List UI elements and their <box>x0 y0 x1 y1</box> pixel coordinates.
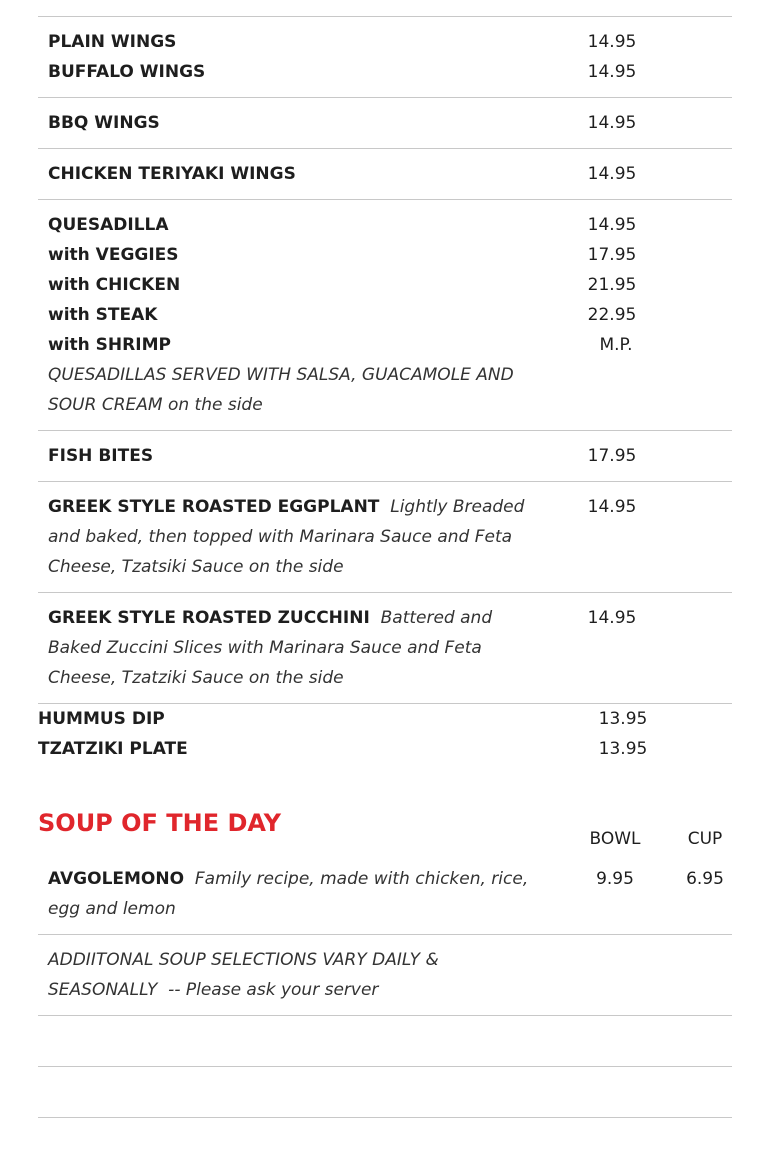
item-name-plain-wings: PLAIN WINGS <box>48 32 177 52</box>
item-name-buffalo-wings: BUFFALO WINGS <box>48 62 206 82</box>
item-price-quesadilla: 14.95 <box>587 215 637 235</box>
item-price-bbq-wings: 14.95 <box>587 113 637 133</box>
item-price-fish-bites: 17.95 <box>587 446 637 466</box>
eggplant-desc-3: Cheese, Tzatsiki Sauce on the side <box>48 557 344 577</box>
item-price-with-chicken: 21.95 <box>587 275 637 295</box>
item-name-avgolemono: AVGOLEMONO <box>48 869 185 889</box>
avgolemono-desc-2: egg and lemon <box>48 899 176 919</box>
item-price-with-steak: 22.95 <box>587 305 637 325</box>
item-name-quesadilla: QUESADILLA <box>48 215 169 235</box>
divider <box>38 430 732 431</box>
soup-note-line-2: SEASONALLY -- Please ask your server <box>48 980 379 1000</box>
item-price-teriyaki-wings: 14.95 <box>587 164 637 184</box>
divider <box>38 934 732 935</box>
divider <box>38 1117 732 1118</box>
item-name-with-steak: with STEAK <box>48 305 158 325</box>
avgolemono-line-1 <box>48 864 528 894</box>
bowl-column-header: BOWL <box>589 829 641 849</box>
item-name-bbq-wings: BBQ WINGS <box>48 113 160 133</box>
divider <box>38 1066 732 1067</box>
item-name-zucchini: GREEK STYLE ROASTED ZUCCHINI <box>48 608 370 628</box>
avgolemono-cup-price: 6.95 <box>686 869 724 889</box>
item-name-with-chicken: with CHICKEN <box>48 275 181 295</box>
zucchini-desc-3: Cheese, Tzatziki Sauce on the side <box>48 668 344 688</box>
item-price-with-veggies: 17.95 <box>587 245 637 265</box>
divider <box>38 1015 732 1016</box>
item-price-zucchini: 14.95 <box>587 608 637 628</box>
item-name-with-veggies: with VEGGIES <box>48 245 179 265</box>
eggplant-desc-2: and baked, then topped with Marinara Sauce and Feta <box>48 527 513 547</box>
eggplant-desc-1: Lightly Breaded <box>390 497 525 517</box>
item-price-with-shrimp: M.P. <box>599 335 633 355</box>
zucchini-desc-1: Battered and <box>380 608 493 628</box>
item-name-tzatziki-plate: TZATZIKI PLATE <box>38 739 188 759</box>
item-price-eggplant: 14.95 <box>587 497 637 517</box>
eggplant-line-1 <box>48 492 524 522</box>
item-price-tzatziki-plate: 13.95 <box>598 739 648 759</box>
zucchini-line-1 <box>48 603 492 633</box>
item-name-with-shrimp: with SHRIMP <box>48 335 171 355</box>
quesadilla-note-line-2: SOUR CREAM on the side <box>48 395 263 415</box>
avgolemono-desc-1: Family recipe, made with chicken, rice, <box>194 869 529 889</box>
item-price-buffalo-wings: 14.95 <box>587 62 637 82</box>
soup-note-line-1: ADDIITONAL SOUP SELECTIONS VARY DAILY & <box>48 950 439 970</box>
avgolemono-bowl-price: 9.95 <box>596 869 634 889</box>
zucchini-desc-2: Baked Zuccini Slices with Marinara Sauce and Feta <box>48 638 482 658</box>
item-name-teriyaki-wings: CHICKEN TERIYAKI WINGS <box>48 164 296 184</box>
divider <box>38 481 732 482</box>
divider <box>38 148 732 149</box>
item-price-hummus-dip: 13.95 <box>598 709 648 729</box>
item-name-eggplant: GREEK STYLE ROASTED EGGPLANT <box>48 497 380 517</box>
item-price-plain-wings: 14.95 <box>587 32 637 52</box>
cup-column-header: CUP <box>687 829 723 849</box>
divider <box>38 199 732 200</box>
divider <box>38 16 732 17</box>
quesadilla-note-line-1: QUESADILLAS SERVED WITH SALSA, GUACAMOLE AND <box>48 365 514 385</box>
item-name-fish-bites: FISH BITES <box>48 446 154 466</box>
divider <box>38 97 732 98</box>
item-name-hummus-dip: HUMMUS DIP <box>38 709 165 729</box>
divider <box>38 592 732 593</box>
soup-section-title: SOUP OF THE DAY <box>38 809 282 837</box>
